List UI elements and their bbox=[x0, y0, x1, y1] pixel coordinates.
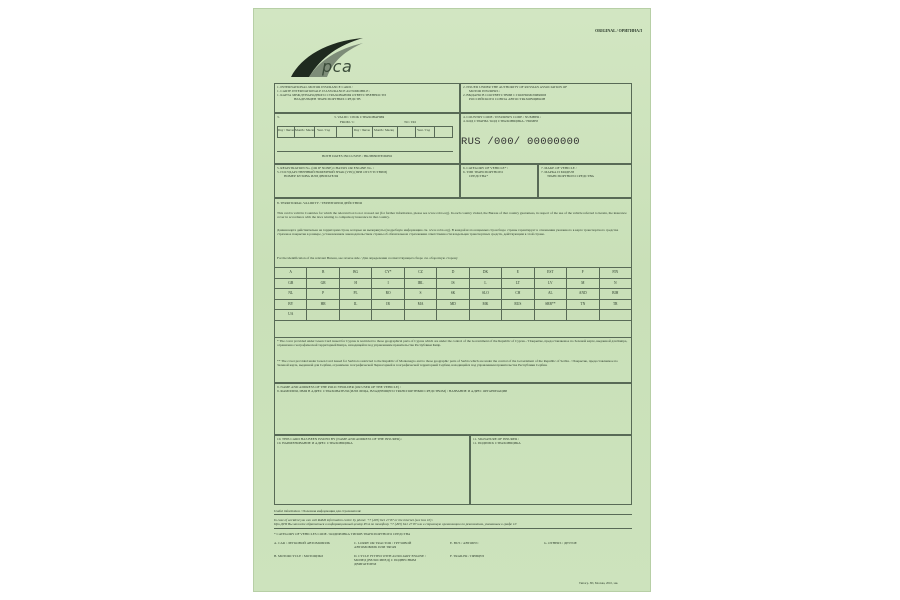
empty-country-cell bbox=[307, 310, 339, 321]
country-cell: BY bbox=[275, 299, 307, 310]
country-code-title-ru: 4. КОД СТРАНЫ / КОД СТРАХОВЩИКА / НОМЕР bbox=[463, 119, 539, 123]
category-code-d: D. CYCLE FITTED WITH AUXILIARY ENGINE / МОПЕД (ВЕЛОСИПЕД) С ПОДВЕСНЫМ ДВИГАТЕЛЕМ bbox=[354, 554, 426, 567]
to-month-label: Month / Месяц bbox=[374, 128, 394, 132]
country-cell: IR bbox=[372, 299, 404, 310]
country-cell: DK bbox=[469, 268, 501, 279]
category-line-2: 6. ТИП ТРАНСПОРТНОГО bbox=[463, 170, 504, 174]
country-cell: IS bbox=[437, 278, 469, 289]
issued-by-line-1: 10. THIS CARD HAS BEEN ISSUED BY (NAME AND ADDRESS OF THE INSURER) / bbox=[277, 437, 403, 441]
category-code-b: B. MOTORCYCLE / МОТОЦИКЛ bbox=[274, 554, 324, 558]
country-cell: HR bbox=[307, 299, 339, 310]
box2-line-2: MOTOR INSURERS / bbox=[469, 89, 501, 93]
box3-number: 3. bbox=[277, 115, 280, 119]
empty-country-cell bbox=[372, 310, 404, 321]
box2-line-3: 2. ВЫДАНО В СООТВЕТСТВИИ С ПОЛНОМОЧИЯМИ bbox=[463, 93, 546, 97]
category-code-e: E. BUS / АВТОБУС bbox=[450, 541, 479, 545]
country-code-title: 4. COUNTRY CODE / INSURER'S CODE / NUMBER / bbox=[463, 115, 542, 119]
category-codes-title: * CATEGORY OF VEHICLES CODE / КОДИРОВКА ТИПОВ ТРАНСПОРТНОГО СРЕДСТВА bbox=[274, 532, 411, 536]
country-cell: GB bbox=[275, 278, 307, 289]
country-cell: EST bbox=[534, 268, 566, 279]
registration-line-3: НОМЕР КУЗОВА ИЛИ ДВИГАТЕЛЯ bbox=[284, 174, 339, 178]
territorial-text-en: This card is valid in Countries for which the relevant box is not crossed out (for further information, please see www.cobx.org). In each country visited, the Bureau of that country guarantees, in respect of the use of the vehicle referred to herein, the insurance cover in accordance with the laws relating to compulsory insurance in that country. bbox=[277, 211, 627, 220]
policyholder-line-1: 9. NAME AND ADDRESS OF THE POLICYHOLDER (OR USER OF THE VEHICLE) / bbox=[277, 385, 401, 389]
country-cell: LV bbox=[534, 278, 566, 289]
from-year-label: Year / Год bbox=[317, 128, 331, 132]
country-cell: E bbox=[502, 268, 534, 279]
green-card-document bbox=[253, 8, 651, 592]
registration-line-1: 5. REGISTRATION No. (OR IF NONE) CHASSIS OR ENGINE No. / bbox=[277, 166, 374, 170]
empty-country-cell bbox=[339, 310, 371, 321]
country-cell: SRB** bbox=[534, 299, 566, 310]
country-cell: RO bbox=[372, 289, 404, 300]
box-10-issued-by bbox=[274, 435, 470, 505]
country-cell: LT bbox=[502, 278, 534, 289]
country-cell: M bbox=[567, 278, 599, 289]
country-cell: IRL bbox=[404, 278, 436, 289]
signature-line-1: 11. SIGNATURE OF INSURER / bbox=[473, 437, 520, 441]
category-line-1: 6. CATEGORY OF VEHICLE* / bbox=[463, 166, 509, 170]
country-cell: UA bbox=[275, 310, 307, 321]
country-cell: N bbox=[599, 278, 631, 289]
country-cell: D bbox=[437, 268, 469, 279]
country-cell: RUS bbox=[502, 299, 534, 310]
logo-text: рса bbox=[322, 57, 353, 76]
from-day-label: Day / Число bbox=[278, 128, 295, 132]
country-row bbox=[275, 268, 632, 279]
country-cell: S bbox=[404, 289, 436, 300]
country-cell: I bbox=[372, 278, 404, 289]
useful-info-title: Useful information / Полезная информация для страхователя: bbox=[274, 509, 362, 513]
category-code-c: C. LORRY OR TRACTOR / ГРУЗОВОЙ АВТОМОБИЛЬ ИЛИ ТЯГАЧ bbox=[354, 541, 412, 550]
country-cell: TR bbox=[599, 299, 631, 310]
signature-line-2: 11. ПОДПИСЬ СТРАХОВЩИКА bbox=[473, 441, 521, 445]
box1-line-2: 1. CARTE INTERNATIONALE D'ASSURANCE AUTOMOBILE / bbox=[277, 89, 371, 93]
category-code-a: A. CAR / ЛЕГКОВОЙ АВТОМОБИЛЬ bbox=[274, 541, 330, 545]
country-cell: A bbox=[275, 268, 307, 279]
empty-country-cell bbox=[437, 310, 469, 321]
make-line-3: ТРАНСПОРТНОГО СРЕДСТВА bbox=[547, 174, 595, 178]
policy-number: RUS /000/ 00000000 bbox=[461, 136, 580, 148]
country-cell: PL bbox=[339, 289, 371, 300]
empty-country-cell bbox=[469, 310, 501, 321]
to-year-label: Year / Год bbox=[417, 128, 431, 132]
country-cell: H bbox=[339, 278, 371, 289]
validity-from: FROM / С bbox=[340, 120, 355, 124]
country-cell: NL bbox=[275, 289, 307, 300]
country-cell: AL bbox=[534, 289, 566, 300]
to-day-label: Day / Число bbox=[354, 128, 371, 132]
cyprus-note: * The cover provided under Green Card issued for Cyprus is restricted to those geographical parts of Cyprus which are under the control of the Government of the Republic of Cyprus. / Покрытие, предоставляемое по Зеленой карте, выданной для Кипра, ограничено географической территорией Кипра, находящейся под управлением правительства Республики Кипр. bbox=[277, 339, 628, 348]
country-cell: L bbox=[469, 278, 501, 289]
country-row bbox=[275, 310, 632, 321]
from-month-label: Month / Месяц bbox=[295, 128, 315, 132]
country-cell: FIN bbox=[599, 268, 631, 279]
box2-line-1: 2. ISSUED UNDER THE AUTHORITY OF RUSSIAN ASSOCIATION OF bbox=[463, 85, 568, 89]
box1-line-4: ВЛАДЕЛЬЦЕВ ТРАНСПОРТНЫХ СРЕДСТВ bbox=[294, 97, 361, 101]
validity-to: TO / ПО bbox=[404, 120, 416, 124]
country-cell: F bbox=[567, 268, 599, 279]
country-cell: CZ bbox=[404, 268, 436, 279]
country-cell: IL bbox=[339, 299, 371, 310]
validity-title: 3. VALID / СРОК СТРАХОВАНИЯ bbox=[334, 115, 385, 119]
print-code: Типогр. ЗП, Москва, 2010, зак. bbox=[579, 581, 619, 585]
info-ru: При ДТП Вы можете обратиться в информационный центр РСА по телефону +7 (495) 641 27 87 или в страховую организацию по реквизитам, указанным в графе 10 bbox=[274, 522, 517, 526]
make-line-2: 7. МАРКА И МОДЕЛЬ bbox=[541, 170, 575, 174]
country-row bbox=[275, 289, 632, 300]
box2-line-4: РОССИЙСКОГО СОЮЗА АВТОСТРАХОВЩИКОВ bbox=[469, 97, 546, 101]
category-code-g: G. OTHERS / ДРУГОЕ bbox=[544, 541, 577, 545]
make-line-1: 7. MAKE OF VEHICLE / bbox=[541, 166, 577, 170]
country-cell: TN bbox=[567, 299, 599, 310]
registration-line-2: 5. ГОСУДАРСТВЕННЫЙ НОМЕРНОЙ ЗНАК (VIN) (ПРИ ОТСУТСТВИИ) bbox=[277, 170, 388, 174]
territorial-title: 8. TERRITORIAL VALIDITY / ТЕРРИТОРИЯ ДЕЙСТВИЯ bbox=[277, 201, 362, 205]
info-en: In case of accident you can call RAMI information centre by phone: +7 (495) 641 27 87 or the internet (see box 10) / bbox=[274, 518, 434, 522]
country-cell: P bbox=[307, 289, 339, 300]
empty-country-cell bbox=[599, 310, 631, 321]
country-cell: GR bbox=[307, 278, 339, 289]
box-11-signature bbox=[470, 435, 632, 505]
issued-by-line-2: 10. НАИМЕНОВАНИЕ И АДРЕС СТРАХОВЩИКА bbox=[277, 441, 353, 445]
original-label: ORIGINAL / ОРИГИНАЛ bbox=[595, 29, 642, 33]
bureau-identification: For the identification of the relevant Bureau, see reverse side / Для определения соответствующего бюро см. оборотную сторону bbox=[277, 256, 458, 260]
country-cell: BG bbox=[339, 268, 371, 279]
country-cell: BIH bbox=[599, 289, 631, 300]
box1-line-1: 1. INTERNATIONAL MOTOR INSURANCE CARD / bbox=[277, 85, 353, 89]
validity-footer: BOTH DATES INCLUSIVE / ВКЛЮЧИТЕЛЬНО bbox=[322, 154, 393, 158]
country-cell: MA bbox=[404, 299, 436, 310]
policyholder-line-2: 9. ФАМИЛИЯ, ИМЯ В АДРЕС СТРАХОВАТЕЛЯ (ИЛИ ЛИЦА, ВЛАДЕЮЩЕГО ТРАНСПОРТНЫМ СРЕДСТВОМ) / НАЗВАНИЕ И АДРЕС ОРГАНИЗАЦИИ bbox=[277, 389, 508, 393]
category-line-3: СРЕДСТВА* bbox=[469, 174, 489, 178]
category-code-f: F. TRAILER / ПРИЦЕП bbox=[450, 554, 484, 558]
empty-country-cell bbox=[404, 310, 436, 321]
empty-country-cell bbox=[502, 310, 534, 321]
country-row bbox=[275, 299, 632, 310]
box1-line-3: 1. КАРТА МЕЖДУНАРОДНОГО СТРАХОВАНИЯ ОТВЕТСТВЕННОСТИ bbox=[277, 93, 386, 97]
country-cell: B bbox=[307, 268, 339, 279]
country-cell: SLO bbox=[469, 289, 501, 300]
serbia-note: ** The cover provided under Green Card issued for Serbia is restricted to the Republic of Montenegro and to those geographic parts of Serbia which are under the control of the Government of the Republic of Serbia. / Покрытие, предоставляемое по Зеленой карте, выданной для Сербии, ограничено географической Черногорией и географической территорией Сербии, находящейся под управлением правительства Республики Сербия. bbox=[277, 359, 618, 368]
country-cell: MK bbox=[469, 299, 501, 310]
country-row bbox=[275, 278, 632, 289]
country-cell: CY* bbox=[372, 268, 404, 279]
country-cell: SK bbox=[437, 289, 469, 300]
country-cell: MD bbox=[437, 299, 469, 310]
country-table bbox=[274, 267, 632, 321]
territorial-text-ru: Данная карта действительна на территории стран, которые не вычеркнуты (подробную информацию см. www.cobx.org). В каждой из посещаемых стран бюро страны гарантирует в отношении указанного в карте транспортного средства страховое покрытие в размере, установленном законодательством страны об обязательном страховании ответственности владельцев транспортных средств, действующим в этой стране. bbox=[277, 228, 619, 237]
country-cell: CH bbox=[502, 289, 534, 300]
empty-country-cell bbox=[567, 310, 599, 321]
country-cell: AND bbox=[567, 289, 599, 300]
empty-country-cell bbox=[534, 310, 566, 321]
